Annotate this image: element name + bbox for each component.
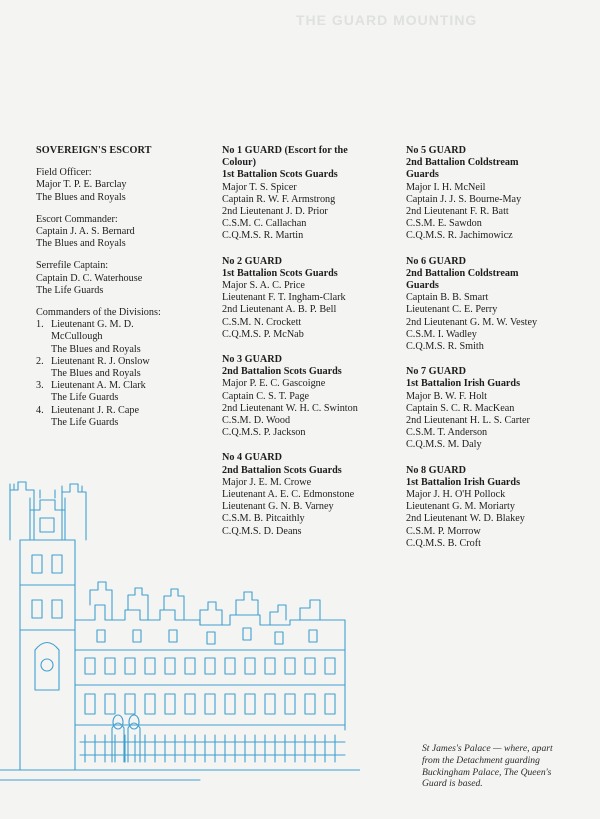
- serrefile-captain-label: Serrefile Captain:: [36, 260, 109, 272]
- field-officer-block: [36, 167, 216, 204]
- guard-block-no7: No 7 GUARD 1st Battalion Irish Guards Major B. W. F. Holt Captain S. C. R. MacKean 2nd Lieutenant H. L. S. Carter C.S.M. T. Anderson C.Q.M.S. M. Daly: [406, 366, 530, 451]
- field-officer-label: Field Officer:: [36, 167, 92, 179]
- commander-item: 3. Lieutenant A. M. Clark The Life Guards: [36, 380, 146, 404]
- guards-column-5-8: [406, 145, 586, 563]
- commander-item: 4. Lieutenant J. R. Cape The Life Guards: [36, 404, 139, 428]
- show-through-heading: THE GUARD MOUNTING: [296, 12, 478, 28]
- field-officer-regiment: The Blues and Royals: [36, 191, 126, 203]
- escort-commander-regiment: The Blues and Royals: [36, 238, 126, 250]
- illustration-caption: St James's Palace — where, apart from the Detachment guarding Buckingham Palace, The Queen's Guard is based.: [422, 743, 553, 790]
- sovereigns-escort-column: [36, 145, 216, 429]
- commanders-block: [36, 307, 216, 429]
- serrefile-captain-regiment: The Life Guards: [36, 284, 104, 296]
- guard-block-no6: No 6 GUARD 2nd Battalion Coldstream Guards Captain B. B. Smart Lieutenant C. E. Perry 2nd Lieutenant G. M. W. Vestey C.S.M. I. Wadley C.Q.M.S. R. Smith: [406, 255, 538, 353]
- escort-commander-name: Captain J. A. S. Bernard: [36, 226, 135, 238]
- guard-block-no8: No 8 GUARD 1st Battalion Irish Guards Major J. H. O'H Pollock Lieutenant G. M. Moriarty 2nd Lieutenant W. D. Blakey C.S.M. P. Morrow C.Q.M.S. B. Croft: [406, 464, 525, 549]
- commanders-heading: Commanders of the Divisions:: [36, 307, 161, 319]
- commander-item: 1. Lieutenant G. M. D. McCullough The Blues and Royals: [36, 319, 141, 355]
- st-james-palace-illustration: [0, 470, 360, 790]
- serrefile-captain-name: Captain D. C. Waterhouse: [36, 272, 143, 284]
- guard-block-no2: No 2 GUARD 1st Battalion Scots Guards Major S. A. C. Price Lieutenant F. T. Ingham-Clark 2nd Lieutenant A. B. P. Bell C.S.M. N. Crockett C.Q.M.S. P. McNab: [222, 255, 346, 340]
- guard-block-no1: No 1 GUARD (Escort for the Colour) 1st Battalion Scots Guards Major T. S. Spicer Captain R. W. F. Armstrong 2nd Lieutenant J. D. Prior C.S.M. C. Callachan C.Q.M.S. R. Martin: [222, 145, 348, 242]
- serrefile-captain-block: [36, 260, 216, 297]
- guard-block-no4: No 4 GUARD 2nd Battalion Scots Guards Major J. E. M. Crowe Lieutenant A. E. C. Edmonstone Lieutenant G. N. B. Varney C.S.M. B. Pitcaithly C.Q.M.S. D. Deans: [222, 452, 355, 537]
- guard-block-no5: No 5 GUARD 2nd Battalion Coldstream Guards Major I. H. McNeil Captain J. J. S. Bourne-May 2nd Lieutenant F. R. Batt C.S.M. E. Sawdon C.Q.M.S. R. Jachimowicz: [406, 145, 522, 242]
- commander-item: 2. Lieutenant R. J. Onslow The Blues and Royals: [36, 355, 150, 380]
- guard-block-no3: No 3 GUARD 2nd Battalion Scots Guards Major P. E. C. Gascoigne Captain C. S. T. Page 2nd Lieutenant W. H. C. Swinton C.S.M. D. Wood C.Q.M.S. P. Jackson: [222, 354, 358, 439]
- escort-commander-label: Escort Commander:: [36, 213, 118, 225]
- field-officer-name: Major T. P. E. Barclay: [36, 179, 127, 191]
- escort-commander-block: [36, 214, 216, 251]
- escort-title: SOVEREIGN'S ESCORT: [36, 145, 152, 156]
